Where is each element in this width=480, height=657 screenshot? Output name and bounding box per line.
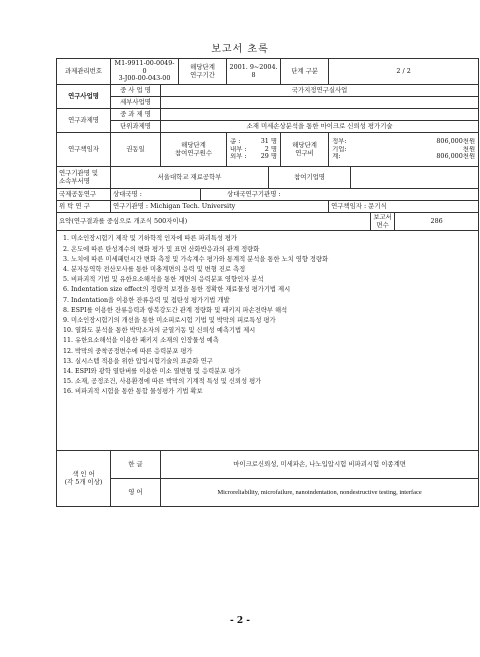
report-pages: 286 (395, 213, 479, 231)
summary-body (57, 231, 479, 451)
label-cost-line-1: 해당단계 (292, 140, 317, 149)
label-summary: 요약(연구결과를 중심으로 개조식 500자이내) (57, 213, 371, 231)
researchers-total-label: 총 : (230, 138, 241, 146)
label-unit-subject: 단위과제명 (111, 121, 161, 133)
summary-item: 16. 비파괴적 시험을 통한 통합 물성평가 기법 확보 (63, 388, 203, 396)
label-cost-line-2: 연구비 (295, 148, 314, 157)
label-keywords-line-1: 색 인 어 (72, 470, 95, 479)
summary-item: 13. 실시스템 적용을 위한 압입시험기술의 표준화 연구 (63, 357, 213, 365)
label-period (179, 59, 227, 85)
label-manager: 연구책임자 (57, 133, 111, 167)
summary-item: 11. 유한요소해석을 이용한 패키지 소재의 인장물성 예측 (63, 337, 219, 345)
label-researchers-line-2: 참여연구원수 (174, 148, 213, 157)
summary-item: 4. 분자동역학 전산모사를 통한 미충계면의 응력 및 변형 진로 측정 (63, 266, 246, 274)
researchers-external-label: 외부 : (230, 153, 247, 161)
consign-inst: 연구기관명 : Michigan Tech. University (111, 201, 329, 213)
summary-item: 1. 미소인장시험기 제작 및 기하학적 인자에 따른 파괴특성 평가 (63, 235, 238, 243)
task-no-line-1: M1-9911-00-0049-0 (114, 59, 175, 75)
researchers-internal-label: 내부 : (230, 145, 247, 153)
researchers-total: 31 명 (260, 138, 278, 146)
cost-values (329, 133, 479, 167)
cost-company-label: 기업: (332, 145, 347, 153)
researchers-internal: 2 명 (264, 145, 278, 153)
label-researchers-line-1: 해당단계 (181, 140, 206, 149)
label-keywords-line-2: (각 5개 이상) (64, 477, 103, 486)
mid-subject-value (161, 109, 479, 121)
researchers-external: 29 명 (260, 153, 278, 161)
label-keywords-en: 영 어 (111, 479, 161, 507)
label-consign: 위 탁 연 구 (57, 201, 111, 213)
label-report-pages-line-1: 보고서 (373, 213, 392, 222)
mid-project-value: 국가지정연구실사업 (161, 85, 479, 97)
label-stage: 단계 구분 (281, 59, 329, 85)
label-company: 참여기업명 (269, 167, 351, 189)
cost-total: 806,000천원 (436, 153, 476, 161)
label-mid-subject: 중 과 제 명 (111, 109, 161, 121)
cost-company: 천원 (462, 145, 476, 153)
task-no-line-2: 3-J00-00-043-00 (118, 74, 171, 83)
label-report-pages (371, 213, 395, 231)
summary-item: 5. 비파괴적 기법 및 유한요소해석을 통한 계면의 응력분포 영향인자 분석 (63, 276, 264, 284)
period-value: 2001. 9~2004. 8 (227, 59, 281, 85)
label-mid-project: 중 사 업 명 (111, 85, 161, 97)
intl-partner-inst: 상대국연구기관명 : (201, 189, 479, 201)
label-keywords (57, 451, 111, 507)
label-detail-project: 세부사업명 (111, 97, 161, 109)
stage-value: 2 / 2 (329, 59, 479, 85)
label-period-line-1: 해당단계 (190, 62, 215, 71)
summary-item: 12. 박막의 중착공정변수에 따른 응력분포 평가 (63, 347, 193, 355)
label-report-pages-line-2: 면수 (376, 220, 389, 229)
label-keywords-ko: 한 글 (111, 451, 161, 479)
label-researchers (161, 133, 227, 167)
label-intl: 국제공동연구 (57, 189, 111, 201)
detail-project-value (161, 97, 479, 109)
keywords-ko: 마이크로신뢰성, 미세파손, 나노입압시험 비파괴시험 이종계면 (161, 451, 479, 479)
abstract-table (56, 58, 479, 507)
researchers-counts (227, 133, 281, 167)
summary-item: 8. ESPI를 이용한 잔류응력과 항복강도간 관계 정량화 및 패키지 파손전략부 해석 (63, 306, 288, 314)
summary-item: 15. 소재, 공정조건, 사용환경에 따른 박막의 기계적 특성 및 신뢰성 평가 (63, 378, 262, 386)
label-subject: 연구과제명 (57, 109, 111, 133)
summary-item: 7. Indentation을 이용한 잔류응력 및 접탄성 평가기법 개발 (63, 296, 230, 304)
institution-value: 서울대학교 재료공학부 (111, 167, 269, 189)
manager-name: 권동일 (111, 133, 161, 167)
company-value (351, 167, 479, 189)
document-title: 보고서 초록 (211, 44, 269, 55)
unit-subject-value: 소재 미세손상분석을 통한 마이크로 신뢰성 평가기술 (161, 121, 479, 133)
label-project: 연구사업명 (57, 85, 111, 109)
task-no (111, 59, 179, 85)
cost-total-label: 계: (332, 153, 341, 161)
summary-item: 9. 미소인장시험기의 개선을 통한 미소피로시험 기법 및 박막의 피로특성 평가 (63, 317, 276, 325)
summary-item: 2. 온도에 따른 탄성계수의 변화 평가 및 표면 산화반응과의 관계 정량화 (63, 245, 260, 253)
label-period-line-2: 연구기간 (190, 70, 215, 79)
summary-list (59, 232, 476, 399)
cost-gov-label: 정부: (332, 138, 347, 146)
summary-item: 14. ESPI와 광학 열탄버를 이용한 미소 열변형 및 응력분포 평가 (63, 368, 241, 376)
summary-item: 10. 열화도 분석을 통한 박막소자의 균열거동 및 신뢰성 예측기법 제시 (63, 327, 256, 335)
summary-item: 6. Indentation size effect의 정량적 보정을 통한 정확한 재료물성 평가기법 제시 (63, 286, 291, 294)
label-institution-line-2: 소속부서명 (59, 176, 90, 185)
summary-item: 3. 노치에 따른 미세패턴시간 변화 측정 및 가속계수 평가와 통계적 분석을 통한 노치 영향 정량화 (63, 255, 329, 263)
page-number: - 2 - (230, 616, 250, 626)
cost-gov: 806,000천원 (436, 138, 476, 146)
label-cost (281, 133, 329, 167)
label-institution (57, 167, 111, 189)
keywords-en: Microreliability, microfailure, nanoindentation, nondestructive testing, interface (161, 479, 479, 507)
label-task-no: 과제관리번호 (57, 59, 111, 85)
label-institution-line-1: 연구기관명 및 (59, 168, 99, 177)
consign-manager: 연구책임자 : 문기식 (329, 201, 479, 213)
intl-partner-country: 상대국명 : (111, 189, 201, 201)
